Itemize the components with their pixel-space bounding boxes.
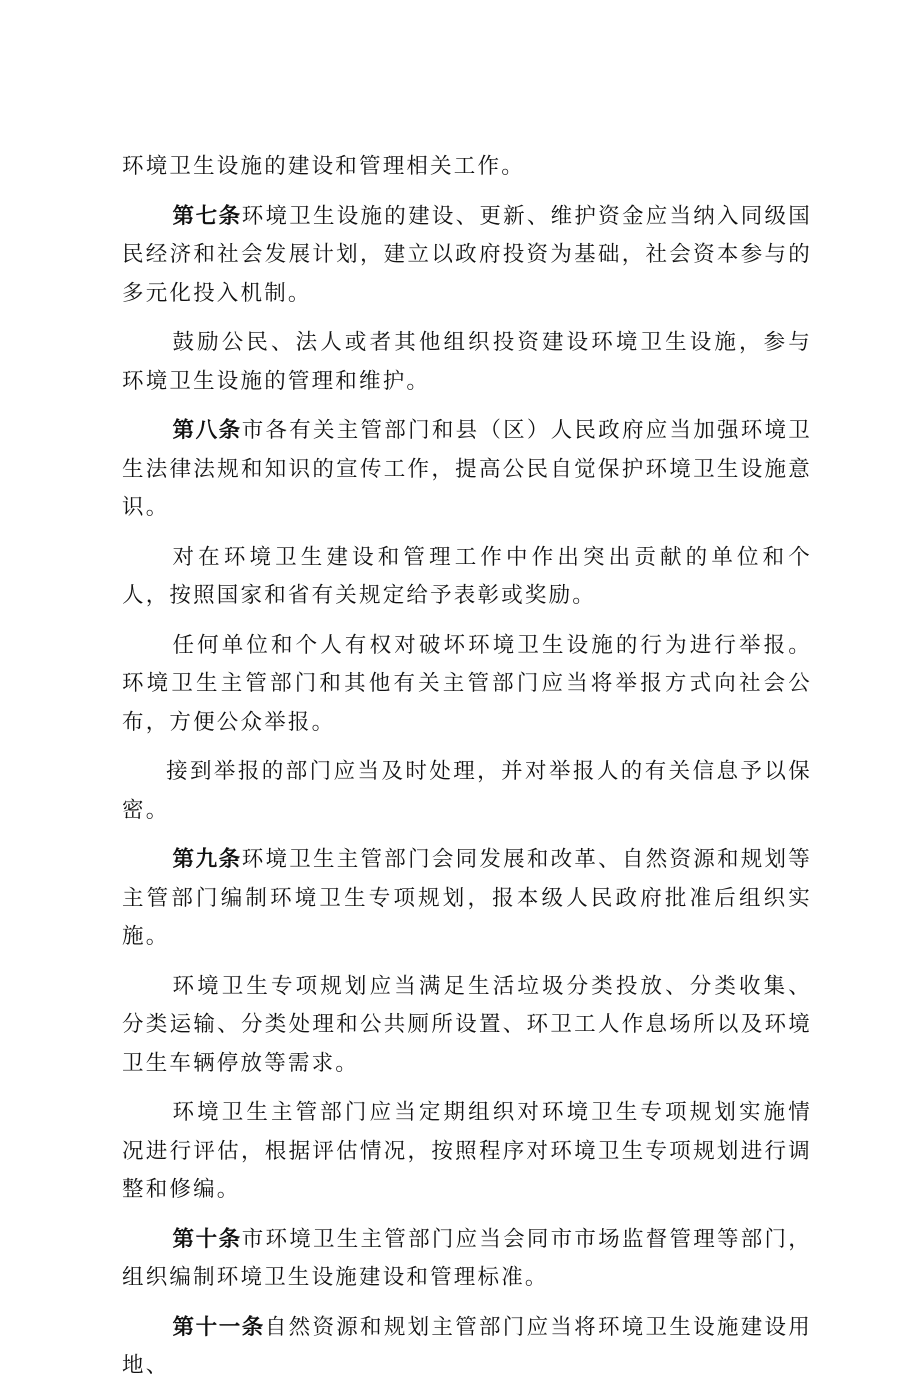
paragraph-text: 对在环境卫生建设和管理工作中作出突出贡献的单位和个人，按照国家和省有关规定给予表彰或奖励。 xyxy=(122,544,812,608)
paragraph xyxy=(122,1094,812,1210)
article-heading: 第七条 xyxy=(172,203,242,229)
paragraph xyxy=(122,627,812,743)
article-10 xyxy=(122,1221,812,1298)
article-heading: 第十一条 xyxy=(172,1314,265,1340)
paragraph xyxy=(122,539,812,616)
article-8 xyxy=(122,412,812,528)
paragraph-text: 环境卫生设施的建设和管理相关工作。 xyxy=(122,154,525,179)
paragraph-text: 环境卫生设施的建设、更新、维护资金应当纳入同级国民经济和社会发展计划，建立以政府投资为基础，社会资本参与的多元化投入机制。 xyxy=(122,203,812,306)
paragraph xyxy=(122,753,812,830)
paragraph xyxy=(122,968,812,1084)
paragraph-continuation xyxy=(122,148,812,187)
paragraph-text: 市环境卫生主管部门应当会同市市场监督管理等部门，组织编制环境卫生设施建设和管理标准。 xyxy=(122,1226,812,1290)
article-heading: 第八条 xyxy=(172,418,242,443)
paragraph-text: 任何单位和个人有权对破坏环境卫生设施的行为进行举报。环境卫生主管部门和其他有关主管部门应当将举报方式向社会公布，方便公众举报。 xyxy=(122,632,812,735)
article-heading: 第十条 xyxy=(172,1226,242,1252)
article-heading: 第九条 xyxy=(172,847,242,872)
paragraph-text: 市各有关主管部门和县（区）人民政府应当加强环境卫生法律法规和知识的宣传工作，提高公民自觉保护环境卫生设施意识。 xyxy=(122,418,812,520)
paragraph xyxy=(122,324,812,401)
document-page xyxy=(122,148,812,1397)
article-7 xyxy=(122,198,812,314)
article-9 xyxy=(122,841,812,957)
paragraph-text: 环境卫生专项规划应当满足生活垃圾分类投放、分类收集、分类运输、分类处理和公共厕所设置、环卫工人作息场所以及环境卫生车辆停放等需求。 xyxy=(122,973,812,1076)
paragraph-text: 环境卫生主管部门会同发展和改革、自然资源和规划等主管部门编制环境卫生专项规划，报本级人民政府批准后组织实施。 xyxy=(122,847,812,949)
paragraph-text: 环境卫生主管部门应当定期组织对环境卫生专项规划实施情况进行评估，根据评估情况，按照程序对环境卫生专项规划进行调整和修编。 xyxy=(122,1100,812,1202)
article-11 xyxy=(122,1309,812,1386)
paragraph-text: 鼓励公民、法人或者其他组织投资建设环境卫生设施，参与环境卫生设施的管理和维护。 xyxy=(122,330,812,394)
paragraph-text: 接到举报的部门应当及时处理，并对举报人的有关信息予以保密。 xyxy=(122,759,812,823)
paragraph-text: 自然资源和规划主管部门应当将环境卫生设施建设用地、 xyxy=(122,1314,812,1378)
